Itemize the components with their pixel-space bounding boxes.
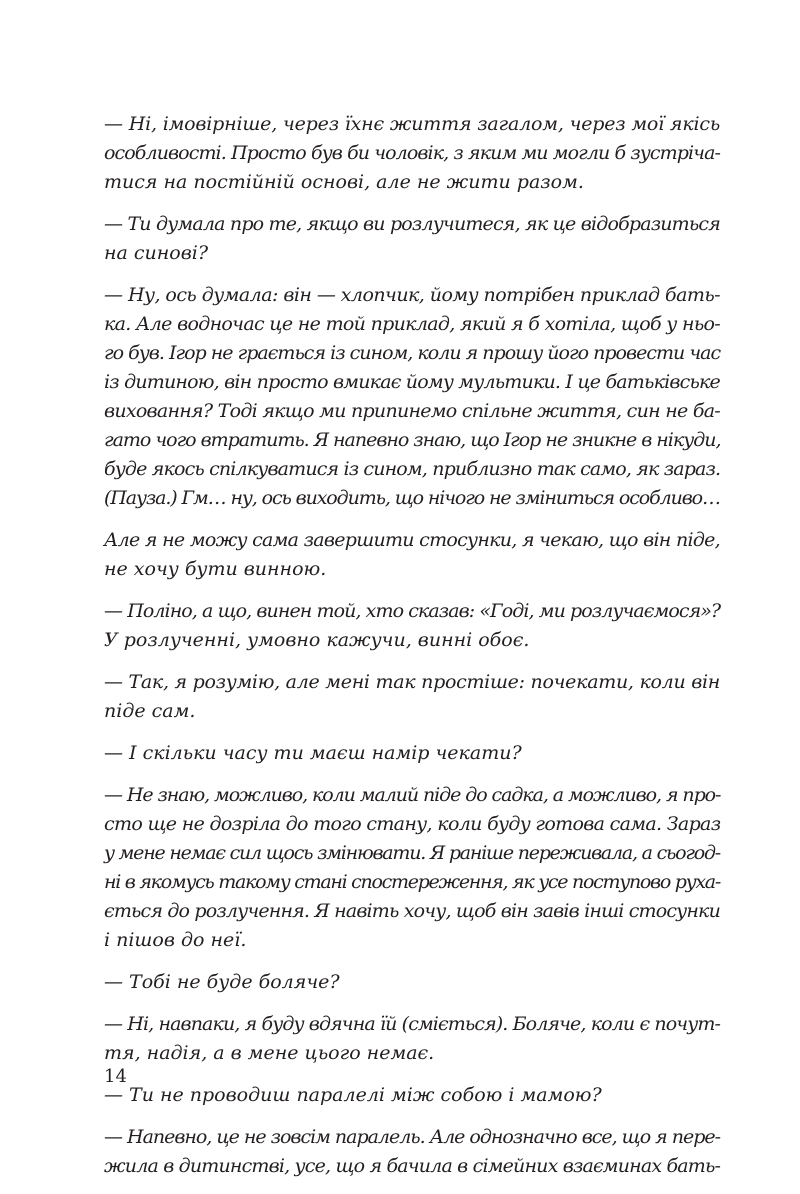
text-line: Але я не можу сама завершити стосунки, я чекаю, що він піде, — [104, 529, 720, 551]
text-line: на синові? — [104, 242, 209, 264]
text-line: із дитиною, він просто вмикає йому мультики. І це батьківське — [104, 371, 720, 393]
text-line: — Ні, навпаки, я буду вдячна їй (сміється). Боляче, коли є почут- — [104, 1013, 720, 1035]
text-line: — Ти не проводиш паралелі між собою і мамою? — [104, 1084, 602, 1106]
page-number: 14 — [104, 1066, 127, 1087]
text-line: виховання? Тоді якщо ми припинемо спільне життя, син не ба- — [104, 400, 720, 422]
text-line: тися на постійній основі, але не жити разом. — [104, 171, 584, 193]
text-line: — Поліно, а що, винен той, хто сказав: «Годі, ми розлучаємося»? — [104, 600, 721, 622]
text-line: — Напевно, це не зовсім паралель. Але однозначно все, що я пере- — [104, 1126, 720, 1148]
text-line: жила в дитинстві, усе, що я бачила в сімейних взаєминах бать- — [104, 1155, 721, 1177]
text-line: (Пауза.) Гм… ну, ось виходить, що нічого не зміниться особливо… — [104, 487, 720, 509]
text-line: сто ще не дозріла до того стану, коли буду готова сама. Зараз — [104, 813, 721, 835]
paragraph — [104, 526, 720, 584]
paragraph — [104, 968, 720, 997]
paragraph — [104, 739, 720, 768]
text-line: ні в якомусь такому стані спостереження, як усе поступово руха- — [104, 871, 720, 893]
text-line: — Так, я розумію, але мені так простіше: почекати, коли він — [104, 671, 720, 693]
paragraph — [104, 1081, 720, 1110]
text-line: особливості. Просто був би чоловік, з яким ми могли б зустріча- — [104, 142, 721, 164]
text-line: піде сам. — [104, 700, 196, 722]
text-line: — Не знаю, можливо, коли малий піде до садка, а можливо, я про- — [104, 784, 721, 806]
paragraph — [104, 1123, 720, 1181]
text-line: У розлученні, умовно кажучи, винні обоє. — [104, 629, 530, 651]
text-line: ється до розлучення. Я навіть хочу, щоб він завів інші стосунки — [104, 900, 720, 922]
paragraph — [104, 210, 720, 268]
text-line: і пішов до неї. — [104, 929, 247, 951]
text-line: тя, надія, а в мене цього немає. — [104, 1042, 435, 1064]
paragraph — [104, 110, 720, 197]
body-text — [104, 110, 720, 1194]
paragraph — [104, 597, 720, 655]
paragraph — [104, 281, 720, 513]
paragraph — [104, 1010, 720, 1068]
text-line: — Ну, ось думала: він — хлопчик, йому потрібен приклад бать- — [104, 284, 720, 306]
text-line: — Ти думала про те, якщо ви розлучитеся, як це відобразиться — [104, 213, 720, 235]
text-line: ка. Але водночас це не той приклад, який я б хотіла, щоб у ньо- — [104, 313, 720, 335]
text-line: — Тобі не буде боляче? — [104, 971, 340, 993]
text-line: го був. Ігор не грається із сином, коли я прошу його провести час — [104, 342, 721, 364]
text-line: у мене немає сил щось змінювати. Я раніше переживала, а сьогод- — [104, 842, 720, 864]
paragraph — [104, 781, 720, 955]
text-line: гато чого втратить. Я напевно знаю, що Ігор не зникне в нікуди, — [104, 429, 721, 451]
paragraph — [104, 668, 720, 726]
text-line: не хочу бути винною. — [104, 558, 327, 580]
text-line: буде якось спілкуватися із сином, приблизно так само, як зараз. — [104, 458, 721, 480]
text-line: — І скільки часу ти маєш намір чекати? — [104, 742, 522, 764]
text-line: — Ні, імовірніше, через їхнє життя загалом, через мої якісь — [104, 113, 720, 135]
